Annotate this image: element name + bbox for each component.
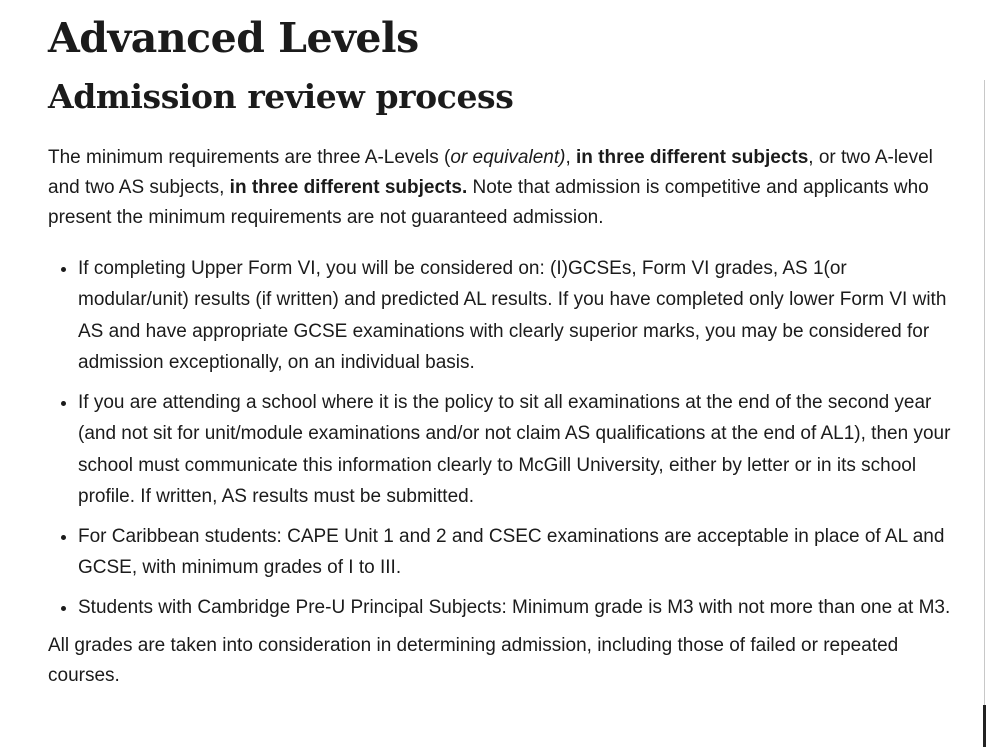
list-item: • If you are attending a school where it is the policy to sit all examinations at the end of the second year (and not sit for unit/module examinations and/or not claim AS qualifications at the end of AL1), then your school must communicate this information clearly to McGill University, either by letter or in its school profile. If written, AS results must be submitted. <box>78 387 958 513</box>
list-item: • If completing Upper Form VI, you will be considered on: (I)GCSEs, Form VI grades, AS 1(or modular/unit) results (if written) and predicted AL results. If you have completed only lower Form VI with AS and have appropriate GCSE examinations with clearly superior marks, you may be considered for admission exceptionally, on an individual basis. <box>78 253 958 379</box>
intro-text-bold-1: in three different subjects <box>576 146 809 168</box>
intro-text-1: The minimum requirements are three A-Levels ( <box>48 146 451 168</box>
intro-text-italic: or equivalent) <box>450 146 566 168</box>
intro-text-5: , or two A-level and two AS subjects, <box>48 146 933 198</box>
list-item: • Students with Cambridge Pre-U Principal Subjects: Minimum grade is M3 with not more than one at M3. <box>78 592 958 624</box>
list-item: • For Caribbean students: CAPE Unit 1 and 2 and CSEC examinations are acceptable in place of AL and GCSE, with minimum grades of I to III. <box>78 521 958 584</box>
intro-text-3: , <box>565 146 577 168</box>
scrollbar-track[interactable] <box>984 80 985 747</box>
requirements-list <box>48 253 958 624</box>
intro-text-bold-2: in three different subjects. <box>229 176 468 198</box>
intro-text-7: Note that admission is competitive and applicants who present the minimum requirements are not guaranteed admission. <box>48 176 929 228</box>
outro-paragraph: All grades are taken into consideration in determining admission, including those of failed or repeated courses. <box>48 635 899 687</box>
intro-paragraph <box>48 143 948 233</box>
section-title: Admission review process <box>48 77 514 117</box>
page-title: Advanced Levels <box>48 14 419 62</box>
